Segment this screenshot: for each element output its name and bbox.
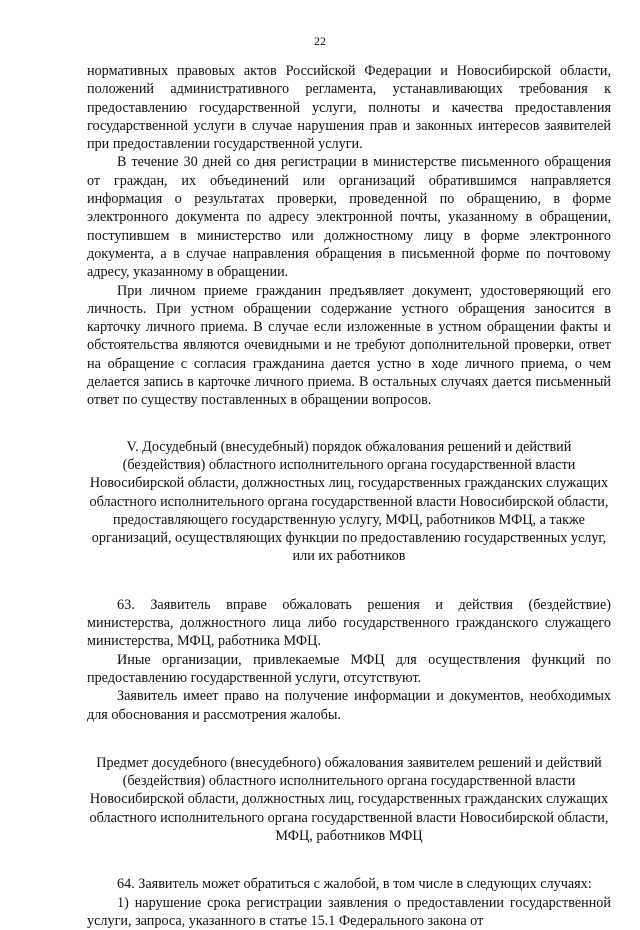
subsection-heading: Предмет досудебного (внесудебного) обжалования заявителем решений и действий (бездействия) областного исполнительного органа государственной власти Новосибирской области, должностных лиц, государственных гражданских служащих областного исполнительного органа государственной власти Новосибирской области, МФЦ, работников МФЦ	[89, 754, 609, 844]
spacer	[87, 845, 611, 875]
document-body	[87, 62, 611, 930]
section-heading: V. Досудебный (внесудебный) порядок обжалования решений и действий (бездействия) областного исполнительного органа государственной власти Новосибирской области, должностных лиц, государственных гражданских служащих областного исполнительного органа государственной власти Новосибирской области, предоставляющего государственную услугу, МФЦ, работников МФЦ, а также организаций, осуществляющих функции по предоставлению государственных услуг, или их работников	[89, 438, 609, 565]
paragraph: Заявитель имеет право на получение информации и документов, необходимых для обоснования и рассмотрения жалобы.	[87, 688, 611, 723]
paragraph: В течение 30 дней со дня регистрации в министерстве письменного обращения от граждан, их объединений или организаций обратившимся направляется информация о результатах проверки, проведенной по обращению, в форме электронного документа по адресу электронной почты, указанному в обращении, поступившем в министерство или должностному лицу в форме электронного документа, а в случае направления обращения в письменной форме по почтовому адресу, указанному в обращении.	[87, 154, 611, 281]
paragraph: Иные организации, привлекаемые МФЦ для осуществления функций по предоставлению государственной услуги, отсутствуют.	[87, 651, 611, 686]
paragraph: 1) нарушение срока регистрации заявления о предоставлении государственной услуги, запроса, указанного в статье 15.1 Федерального закона от	[87, 894, 611, 929]
paragraph: 64. Заявитель может обратиться с жалобой, в том числе в следующих случаях:	[117, 876, 592, 893]
spacer	[87, 566, 611, 596]
page-number: 22	[314, 34, 326, 48]
spacer	[87, 724, 611, 754]
paragraph: нормативных правовых актов Российской Федерации и Новосибирской области, положений административного регламента, устанавливающих требования к предоставлению государственной услуги, полноты и качества предоставления государственной услуги в случае нарушения прав и законных интересов заявителей при предоставлении государственной услуги.	[87, 63, 611, 153]
paragraph: При личном приеме гражданин предъявляет документ, удостоверяющий его личность. При устном обращении содержание устного обращения заносится в карточку личного приема. В случае если изложенные в устном обращении факты и обстоятельства являются очевидными и не требуют дополнительной проверки, ответ на обращение с согласия гражданина дается устно в ходе личного приема, о чем делается запись в карточке личного приема. В остальных случаях дается письменный ответ по существу поставленных в обращении вопросов.	[87, 282, 611, 409]
paragraph: 63. Заявитель вправе обжаловать решения и действия (бездействие) министерства, должностного лица либо государственного гражданского служащего министерства, МФЦ, работника МФЦ.	[87, 596, 611, 650]
spacer	[87, 410, 611, 438]
